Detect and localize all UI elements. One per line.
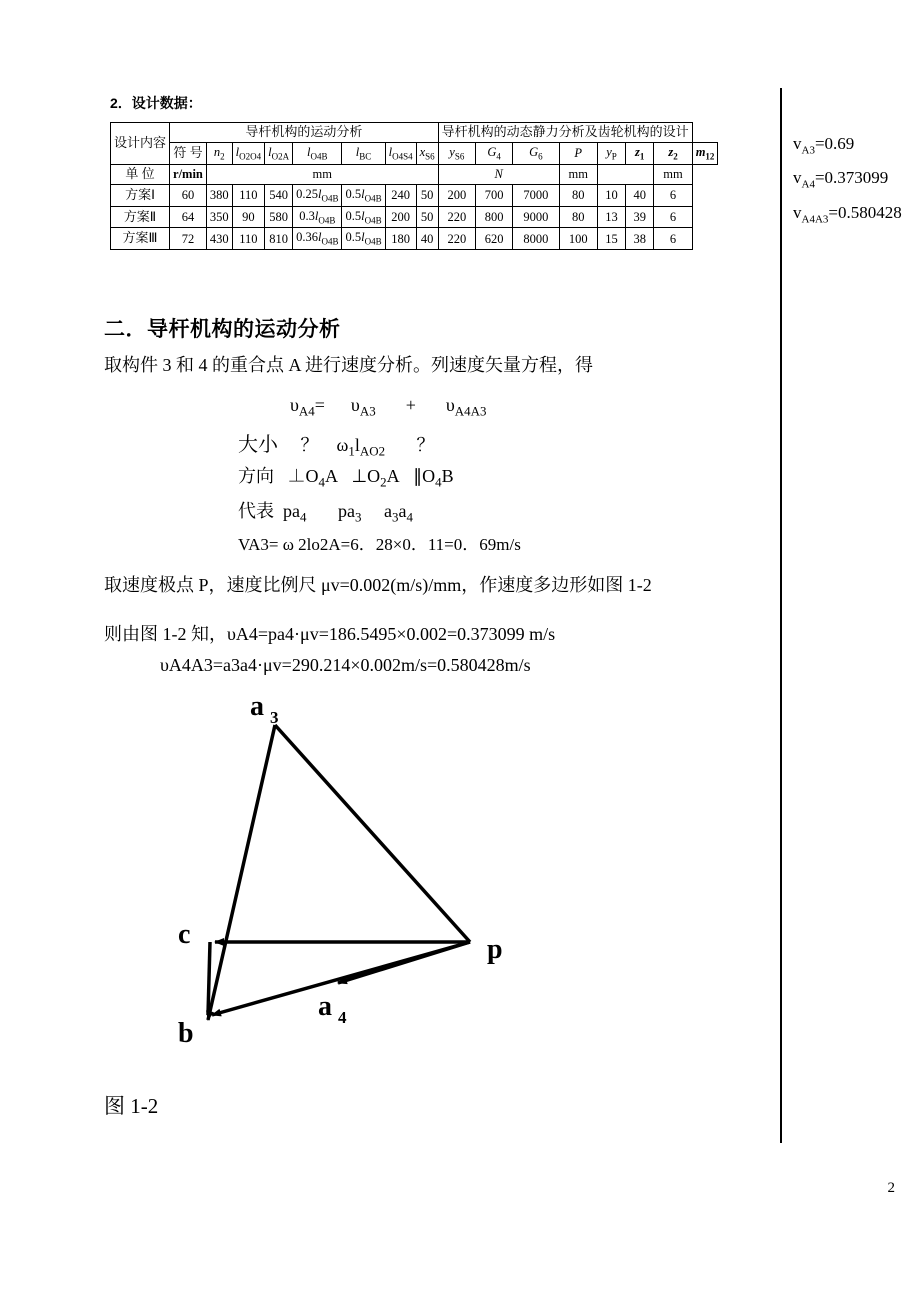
unit-mm-yp: mm bbox=[559, 164, 597, 184]
value-xs6: 240 bbox=[385, 184, 416, 206]
unit-mm-m12: mm bbox=[654, 164, 692, 184]
value-g4: 220 bbox=[438, 228, 475, 250]
value-g6: 700 bbox=[475, 184, 512, 206]
cell-yp: $y_P$ bbox=[597, 142, 625, 164]
cell-lo2a: $l_{O2A}$ bbox=[265, 142, 293, 164]
value-lo4b: 540 bbox=[265, 184, 293, 206]
row-label-plan1: 方案Ⅰ bbox=[111, 184, 170, 206]
equation-direction: 方向 $\perp O_4A$ $\perp O_2A$ $\parallel O_4B$ bbox=[238, 466, 454, 490]
margin-note-va4a3: $v_{A4A3}=0.580428$ bbox=[793, 202, 902, 226]
value-yp: 80 bbox=[559, 184, 597, 206]
equation-vector: $\upsilon_{A4}= \upsilon_{A3} + \upsilon_{A4A3}$ bbox=[290, 395, 487, 419]
equation-magnitude: 大小 ？ $\omega_1l_{AO2}$ ？ bbox=[238, 434, 435, 459]
unit-rmin: r/min bbox=[170, 164, 207, 184]
equation-representation: 代表 $pa_4$ $pa_3$ $a_3a_4$ bbox=[238, 501, 413, 525]
margin-divider bbox=[780, 88, 782, 1143]
equation-va3-value: VA3= ω 2lo2A=6．28×0．11=0．69m/s bbox=[238, 535, 521, 554]
header-design-content: 设计内容 bbox=[111, 123, 170, 165]
value-z1: 15 bbox=[597, 228, 625, 250]
svg-text:p: p bbox=[487, 934, 503, 965]
cell-xs6: $x_{S6}$ bbox=[416, 142, 438, 164]
value-lo4s4: $0.5l_{O4B}$ bbox=[342, 184, 385, 206]
table-row bbox=[111, 228, 718, 250]
cell-lo4b: $l_{O4B}$ bbox=[293, 142, 342, 164]
table-row-units bbox=[111, 164, 718, 184]
value-lbc: $0.25l_{O4B}$ bbox=[293, 184, 342, 206]
value-lo2a: 90 bbox=[232, 206, 264, 228]
table-row-symbols bbox=[111, 142, 718, 164]
svg-text:b: b bbox=[178, 1018, 194, 1049]
paragraph-va4: 则由图 1-2 知，υA4=pa4·μv=186.5495×0.002=0.373099 m/s bbox=[104, 624, 556, 644]
value-xs6: 180 bbox=[385, 228, 416, 250]
row-label-symbol: 符 号 bbox=[170, 142, 207, 164]
value-p: 7000 bbox=[513, 184, 559, 206]
design-data-table bbox=[110, 122, 718, 250]
paragraph-scale: 取速度极点 P，速度比例尺 μv=0.002(m/s)/mm，作速度多边形如图 1-2 bbox=[104, 575, 652, 595]
row-label-plan3: 方案Ⅲ bbox=[111, 228, 170, 250]
value-g6: 620 bbox=[475, 228, 512, 250]
value-lo2a: 110 bbox=[232, 228, 264, 250]
header-kinematics: 导杆机构的运动分析 bbox=[170, 123, 439, 143]
row-label-unit: 单 位 bbox=[111, 164, 170, 184]
value-yp: 100 bbox=[559, 228, 597, 250]
value-z1: 10 bbox=[597, 184, 625, 206]
page-number: 2 bbox=[887, 1180, 895, 1196]
svg-text:a: a bbox=[318, 991, 332, 1022]
value-n2: 64 bbox=[170, 206, 207, 228]
value-z2: 40 bbox=[626, 184, 654, 206]
value-m12: 6 bbox=[654, 228, 692, 250]
margin-note-va4: $v_{A4}=0.373099$ bbox=[793, 168, 889, 191]
paragraph-intro: 取构件 3 和 4 的重合点 A 进行速度分析。列速度矢量方程，得 bbox=[104, 355, 594, 375]
cell-z1: $z_1$ bbox=[626, 142, 654, 164]
cell-z2: $z_2$ bbox=[654, 142, 692, 164]
value-lo4b: 810 bbox=[265, 228, 293, 250]
unit-newton: N bbox=[438, 164, 559, 184]
cell-g4: $G_4$ bbox=[475, 142, 512, 164]
value-m12: 6 bbox=[654, 184, 692, 206]
data-section-heading: 2．设计数据： bbox=[110, 95, 202, 111]
cell-p: P bbox=[559, 142, 597, 164]
value-lbc: $0.3l_{O4B}$ bbox=[293, 206, 342, 228]
value-g6: 800 bbox=[475, 206, 512, 228]
table-row bbox=[111, 206, 718, 228]
value-g4: 220 bbox=[438, 206, 475, 228]
value-p: 8000 bbox=[513, 228, 559, 250]
section-heading: 二．导杆机构的运动分析 bbox=[104, 318, 341, 341]
velocity-polygon-figure bbox=[120, 690, 760, 1070]
cell-m12: $m_{12}$ bbox=[692, 142, 718, 164]
value-p: 9000 bbox=[513, 206, 559, 228]
svg-text:4: 4 bbox=[338, 1008, 347, 1027]
value-ys6: 50 bbox=[416, 206, 438, 228]
unit-mm-kinematics: mm bbox=[206, 164, 438, 184]
value-lo2a: 110 bbox=[232, 184, 264, 206]
value-ys6: 40 bbox=[416, 228, 438, 250]
value-lo4s4: $0.5l_{O4B}$ bbox=[342, 228, 385, 250]
value-n2: 72 bbox=[170, 228, 207, 250]
figure-caption: 图 1-2 bbox=[104, 1094, 159, 1118]
value-lo2o4: 430 bbox=[206, 228, 232, 250]
value-z1: 13 bbox=[597, 206, 625, 228]
header-dynamics: 导杆机构的动态静力分析及齿轮机构的设计 bbox=[438, 123, 692, 143]
cell-ys6: $y_{S6}$ bbox=[438, 142, 475, 164]
value-n2: 60 bbox=[170, 184, 207, 206]
value-yp: 80 bbox=[559, 206, 597, 228]
value-lbc: $0.36l_{O4B}$ bbox=[293, 228, 342, 250]
value-lo4s4: $0.5l_{O4B}$ bbox=[342, 206, 385, 228]
cell-lo4s4: $l_{O4S4}$ bbox=[385, 142, 416, 164]
value-lo4b: 580 bbox=[265, 206, 293, 228]
unit-blank-z bbox=[597, 164, 653, 184]
value-z2: 38 bbox=[626, 228, 654, 250]
cell-lo2o4: $l_{O2O4}$ bbox=[232, 142, 264, 164]
row-label-plan2: 方案Ⅱ bbox=[111, 206, 170, 228]
cell-g6: $G_6$ bbox=[513, 142, 559, 164]
paragraph-va4a3: υA4A3=a3a4·μv=290.214×0.002m/s=0.580428m/s bbox=[160, 655, 531, 675]
value-xs6: 200 bbox=[385, 206, 416, 228]
value-ys6: 50 bbox=[416, 184, 438, 206]
value-z2: 39 bbox=[626, 206, 654, 228]
value-lo2o4: 350 bbox=[206, 206, 232, 228]
svg-text:c: c bbox=[178, 919, 191, 950]
value-m12: 6 bbox=[654, 206, 692, 228]
table-row-group-header bbox=[111, 123, 718, 143]
svg-text:a: a bbox=[250, 691, 264, 722]
value-lo2o4: 380 bbox=[206, 184, 232, 206]
value-g4: 200 bbox=[438, 184, 475, 206]
cell-n2: $n_2$ bbox=[206, 142, 232, 164]
margin-note-va3: $v_{A3}=0.69$ bbox=[793, 134, 855, 157]
table-row bbox=[111, 184, 718, 206]
svg-text:3: 3 bbox=[270, 708, 279, 727]
margin-notes bbox=[793, 130, 908, 233]
cell-lbc: $l_{BC}$ bbox=[342, 142, 385, 164]
